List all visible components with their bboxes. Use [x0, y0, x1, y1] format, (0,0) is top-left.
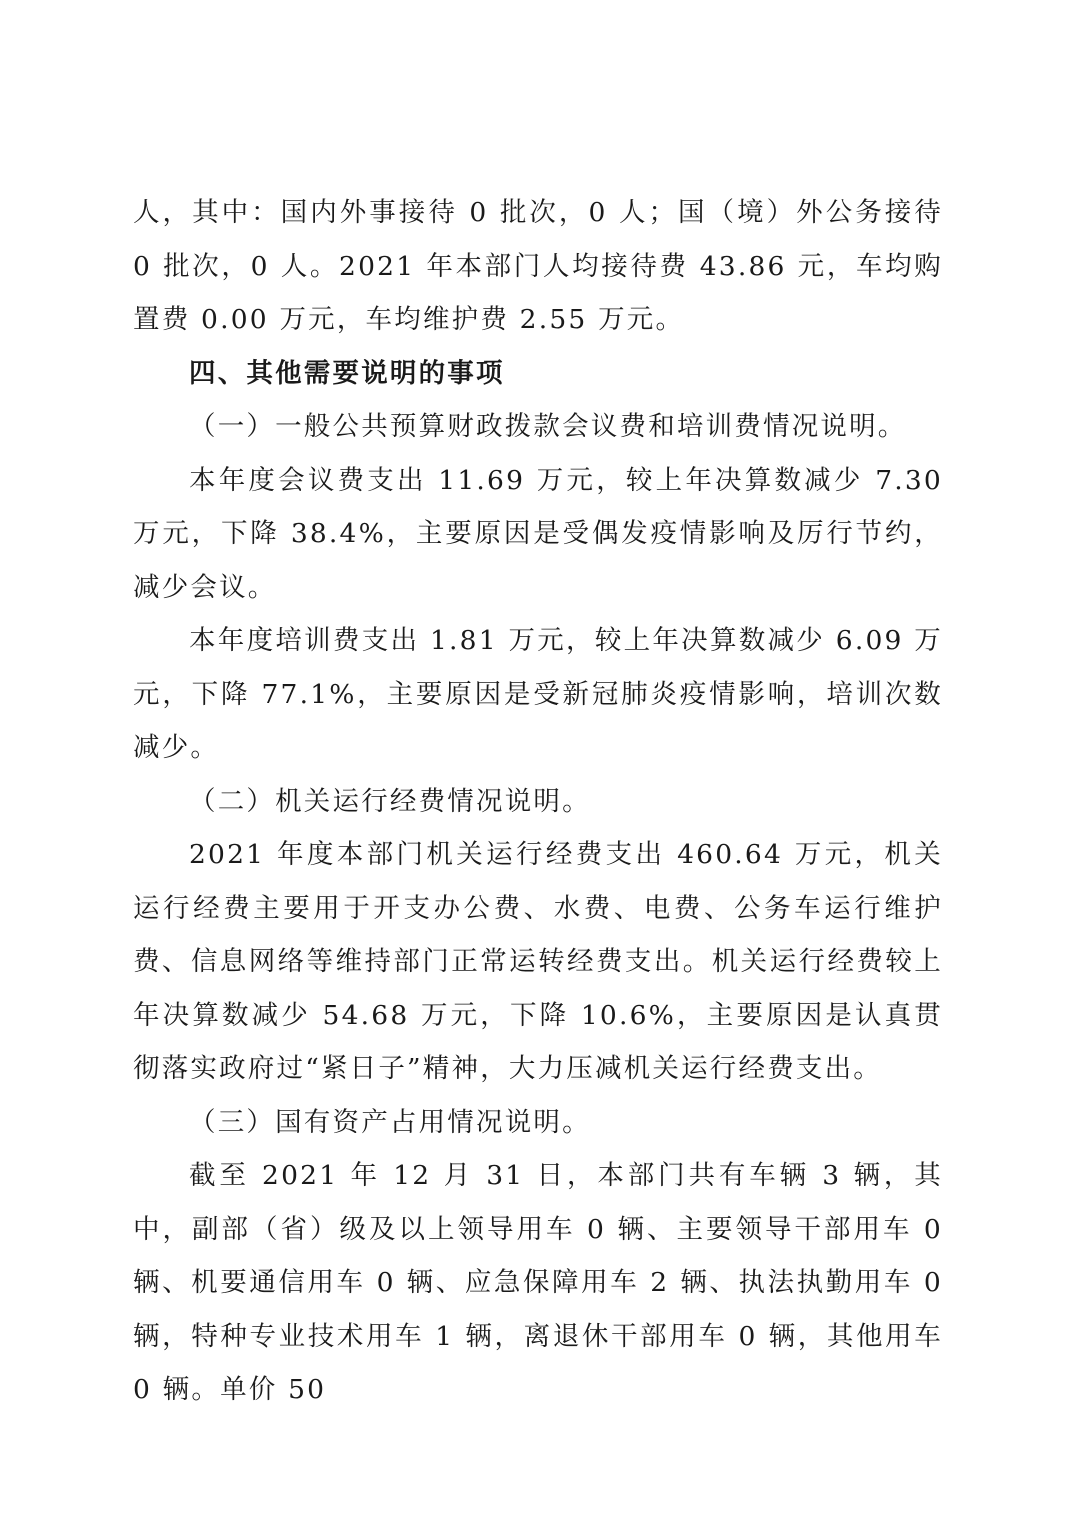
subheading-meeting-training-fees: （一）一般公共预算财政拨款会议费和培训费情况说明。: [189, 411, 907, 442]
paragraph-meeting-fees: 本年度会议费支出 11.69 万元，较上年决算数减少 7.30 万元，下降 38.4%，主要原因是受偶发疫情影响及厉行节约，减少会议。: [133, 464, 943, 603]
paragraph-operating-expenses: 2021 年度本部门机关运行经费支出 460.64 万元，机关运行经费主要用于开支办公费、水费、电费、公务车运行维护费、信息网络等维持部门正常运转经费支出。机关运行经费较上年决算数减少 54.68 万元，下降 10.6%，主要原因是认真贯彻落实政府过“紧日子”精神，大力压减机关运行经费支出。: [133, 839, 943, 1084]
section-heading-other-matters: 四、其他需要说明的事项: [189, 357, 505, 389]
paragraph-vehicles: 截至 2021 年 12 月 31 日，本部门共有车辆 3 辆，其中，副部（省）级及以上领导用车 0 辆、主要领导干部用车 0 辆、机要通信用车 0 辆、应急保障用车 2 辆、执法执勤用车 0 辆，特种专业技术用车 1 辆，离退休干部用车 0 辆，其他用车 0 辆。单价 50: [133, 1160, 943, 1405]
paragraph-training-fees: 本年度培训费支出 1.81 万元，较上年决算数减少 6.09 万元，下降 77.1%，主要原因是受新冠肺炎疫情影响，培训次数减少。: [133, 625, 943, 763]
document-body: [133, 186, 943, 1417]
subheading-operating-expenses: （二）机关运行经费情况说明。: [189, 785, 591, 817]
continuation-paragraph: 人，其中：国内外事接待 0 批次，0 人；国（境）外公务接待 0 批次，0 人。2021 年本部门人均接待费 43.86 元，车均购置费 0.00 万元，车均维护费 2.55 万元。: [133, 197, 943, 335]
subheading-state-assets: （三）国有资产占用情况说明。: [189, 1106, 591, 1138]
